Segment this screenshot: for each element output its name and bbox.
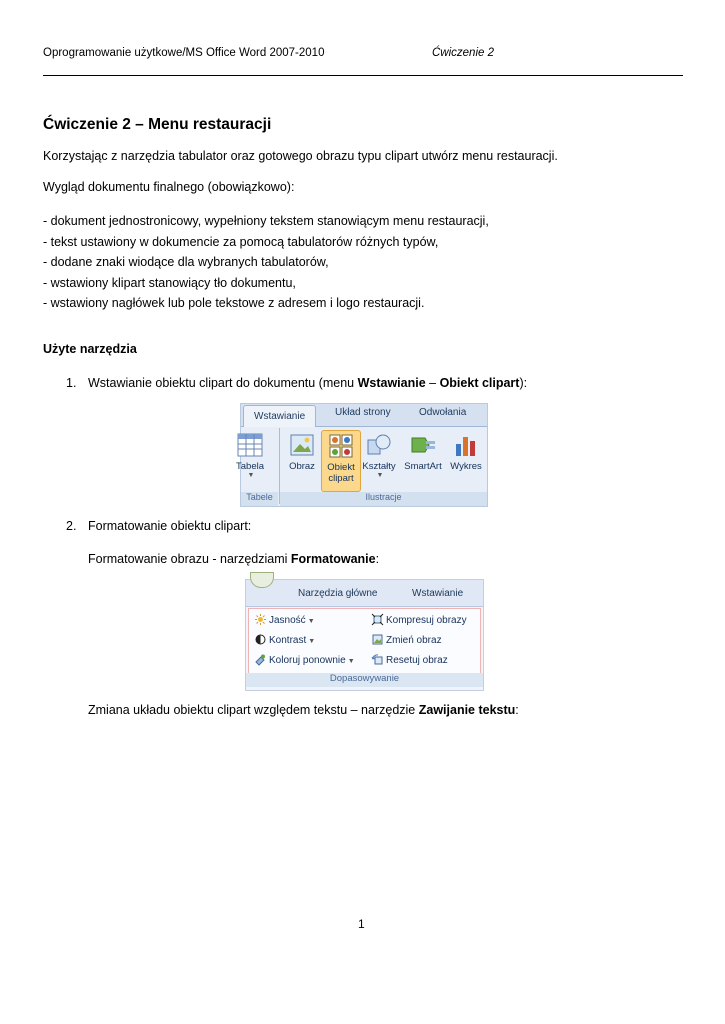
recolor-button[interactable] [255,654,355,666]
group-label-adjust: Dopasowywanie [246,673,483,687]
sun-icon [255,614,266,625]
chart-button[interactable] [445,430,487,494]
change-picture-button[interactable] [372,634,442,646]
recolor-label: Koloruj ponownie [269,655,346,666]
page-title: Ćwiczenie 2 – Menu restauracji [43,116,272,133]
step1-bold-b: Obiekt clipart [439,376,520,390]
format-line [88,552,379,566]
brightness-label: Jasność [269,615,306,626]
dropdown-arrow-icon: ▼ [307,618,315,625]
contrast-label: Kontrast [269,635,307,646]
reset-picture-label: Resetuj obraz [386,655,448,666]
requirement-item: - tekst ustawiony w dokumencie za pomocą tabulatorów różnych typów, [43,234,439,249]
contrast-button[interactable] [255,634,315,646]
step1-bold-a: Wstawianie [357,376,426,390]
chart-label: Wykres [450,461,482,472]
ribbon-tab-bar [241,404,487,427]
clipart-icon [328,433,354,459]
smartart-label: SmartArt [404,461,442,472]
tools-heading: Użyte narzędzia [43,342,137,356]
shapes-button[interactable] [360,430,398,494]
header-left: Oprogramowanie użytkowe/MS Office Word 2007-2010 [43,47,325,59]
wrap-bold: Zawijanie tekstu [418,703,516,717]
requirement-item: - dodane znaki wiodące dla wybranych tabulatorów, [43,255,329,269]
page-number: 1 [358,917,365,931]
step2-text: Formatowanie obiektu clipart: [88,519,252,533]
reset-picture-button[interactable] [372,654,448,666]
header-right: Ćwiczenie 2 [432,47,494,59]
wrap-line [88,703,519,717]
picture-icon [289,432,315,458]
group-label-illustrations: Ilustracje [280,492,487,506]
step2-number: 2. [66,519,77,533]
tab-narzedzia-glowne[interactable]: Narzędzia główne [298,588,378,599]
tab-uklad-strony[interactable]: Układ strony [335,407,391,418]
shapes-icon [366,432,392,458]
header-rule [43,75,683,76]
requirement-item: - wstawiony nagłówek lub pole tekstowe z adresem i logo restauracji. [43,296,425,310]
brightness-button[interactable] [255,614,315,626]
picture-label: Obraz [289,461,315,472]
office-button-icon[interactable] [250,572,274,588]
intro-paragraph: Korzystając z narzędzia tabulator oraz gotowego obrazu typu clipart utwórz menu restauracji. [43,149,558,163]
picture-button[interactable] [283,430,321,494]
table-label: Tabela [236,461,264,472]
compress-icon [372,614,383,625]
step1-text-b: – [425,376,440,390]
table-icon [237,432,263,458]
smartart-button[interactable] [401,430,445,494]
group-label-tables: Tabele [241,492,278,506]
shapes-label: Kształty [362,461,396,472]
compress-button[interactable] [372,614,467,626]
tab-odwolania[interactable]: Odwołania [419,407,467,418]
requirement-item: - wstawiony klipart stanowiący tło dokumentu, [43,275,296,290]
format-ribbon-screenshot [245,579,484,691]
format-bold: Formatowanie [290,552,376,566]
table-button[interactable] [231,430,269,494]
dropdown-arrow-icon: ▼ [376,472,384,479]
chart-icon [453,432,479,458]
ribbon-tab-bar [246,580,483,607]
step1-text-a: Wstawianie obiektu clipart do dokumentu (menu [88,376,358,390]
format-text-b: : [375,552,380,566]
wrap-text-a: Zmiana układu obiektu clipart względem tekstu – narzędzie [88,703,419,717]
clipart-button[interactable] [321,430,361,492]
dropdown-arrow-icon: ▼ [247,472,255,479]
contrast-icon [255,634,266,645]
tab-wstawianie[interactable]: Wstawianie [412,588,464,599]
requirement-item: - dokument jednostronicowy, wypełniony tekstem stanowiącym menu restauracji, [43,214,489,228]
reset-picture-icon [372,654,383,665]
dropdown-arrow-icon: ▼ [308,638,316,645]
recolor-icon [255,654,266,665]
step1-text-c: ): [519,376,528,390]
dropdown-arrow-icon: ▼ [347,658,355,665]
clipart-label: Obiekt clipart [327,462,355,484]
smartart-icon [410,432,436,458]
compress-label: Kompresuj obrazy [386,615,467,626]
requirements-list [43,211,489,314]
look-heading: Wygląd dokumentu finalnego (obowiązkowo): [43,180,295,194]
format-text-a: Formatowanie obrazu - narzędziami [88,552,291,566]
insert-ribbon-screenshot [236,403,488,507]
change-picture-icon [372,634,383,645]
wrap-text-b: : [515,703,519,717]
change-picture-label: Zmień obraz [386,635,442,646]
step1-number: 1. [66,376,77,390]
tab-wstawianie[interactable]: Wstawianie [243,405,316,427]
step1-text [88,376,527,390]
